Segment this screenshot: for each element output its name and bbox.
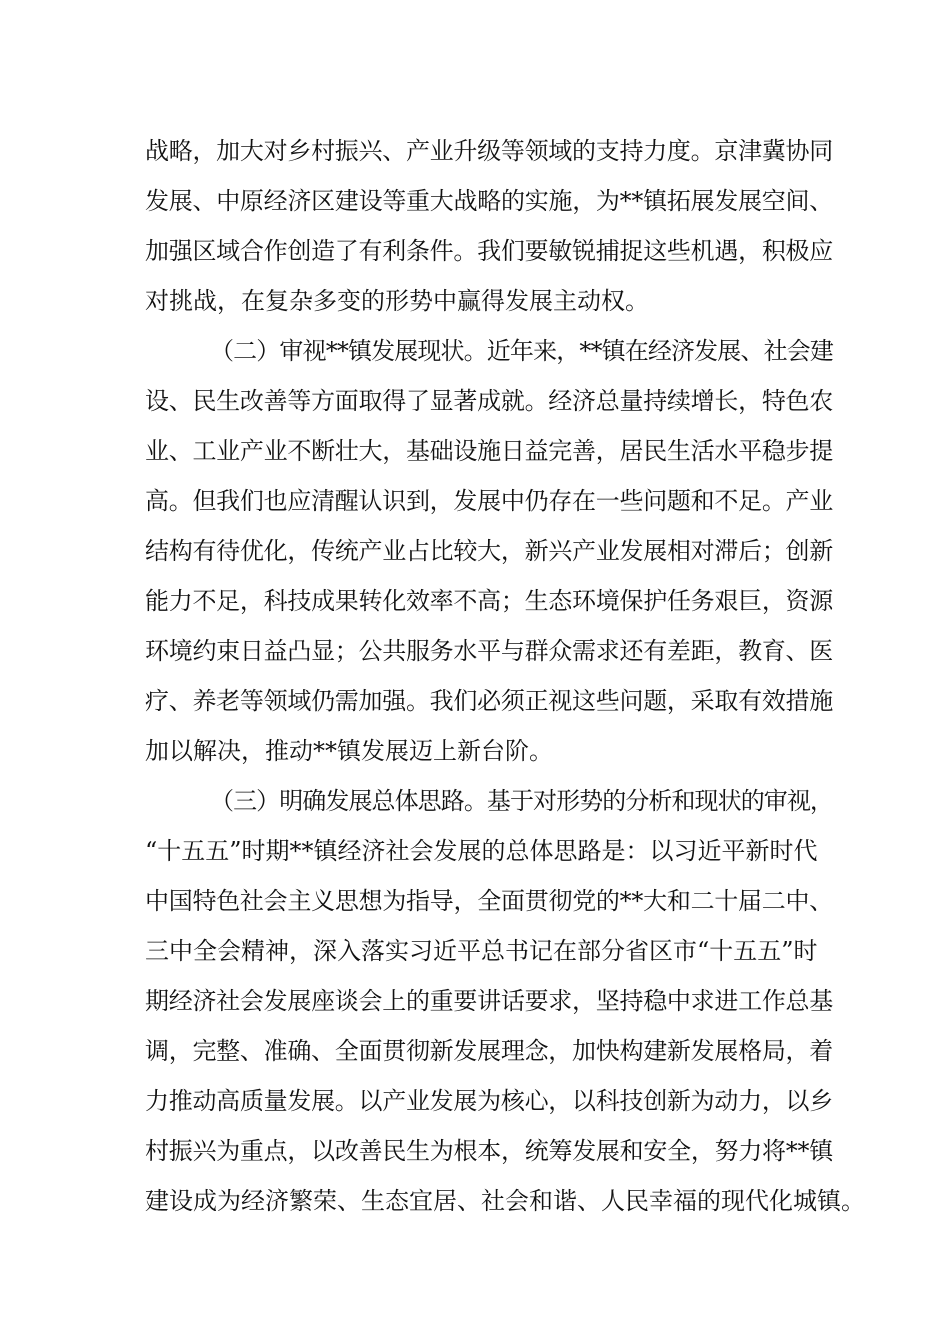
text-line: “十五五”时期**镇经济社会发展的总体思路是：以习近平新时代 bbox=[145, 837, 818, 865]
text-line: 业、工业产业不断壮大，基础设施日益完善，居民生活水平稳步提 bbox=[145, 437, 833, 465]
text-line: 建设成为经济繁荣、生态宜居、社会和谐、人民幸福的现代化城镇。 bbox=[145, 1187, 865, 1215]
text-line: 设、民生改善等方面取得了显著成就。经济总量持续增长，特色农 bbox=[145, 387, 833, 415]
text-line: 环境约束日益凸显；公共服务水平与群众需求还有差距，教育、医 bbox=[145, 637, 833, 665]
text-line: 结构有待优化，传统产业占比较大，新兴产业发展相对滞后；创新 bbox=[145, 537, 833, 565]
text-line: （三）明确发展总体思路。基于对形势的分析和现状的审视， bbox=[210, 787, 833, 815]
text-line: 调，完整、准确、全面贯彻新发展理念，加快构建新发展格局，着 bbox=[145, 1037, 833, 1065]
text-line: 发展、中原经济区建设等重大战略的实施，为**镇拓展发展空间、 bbox=[145, 187, 833, 215]
text-line: 力推动高质量发展。以产业发展为核心，以科技创新为动力，以乡 bbox=[145, 1087, 833, 1115]
text-line: 高。但我们也应清醒认识到，发展中仍存在一些问题和不足。产业 bbox=[145, 487, 833, 515]
text-line: 能力不足，科技成果转化效率不高；生态环境保护任务艰巨，资源 bbox=[145, 587, 833, 615]
text-line: 对挑战，在复杂多变的形势中赢得发展主动权。 bbox=[145, 287, 649, 315]
text-line: 加强区域合作创造了有利条件。我们要敏锐捕捉这些机遇，积极应 bbox=[145, 237, 833, 265]
text-line: 三中全会精神，深入落实习近平总书记在部分省区市“十五五”时 bbox=[145, 937, 818, 965]
text-line: 战略，加大对乡村振兴、产业升级等领域的支持力度。京津冀协同 bbox=[145, 137, 833, 165]
text-line: （二）审视**镇发展现状。近年来，**镇在经济发展、社会建 bbox=[210, 337, 834, 365]
text-line: 村振兴为重点，以改善民生为根本，统筹发展和安全，努力将**镇 bbox=[145, 1137, 833, 1165]
text-line: 加以解决，推动**镇发展迈上新台阶。 bbox=[145, 737, 553, 765]
text-line: 中国特色社会主义思想为指导，全面贯彻党的**大和二十届二中、 bbox=[145, 887, 833, 915]
text-line: 期经济社会发展座谈会上的重要讲话要求，坚持稳中求进工作总基 bbox=[145, 987, 833, 1015]
text-line: 疗、养老等领域仍需加强。我们必须正视这些问题，采取有效措施 bbox=[145, 687, 833, 715]
